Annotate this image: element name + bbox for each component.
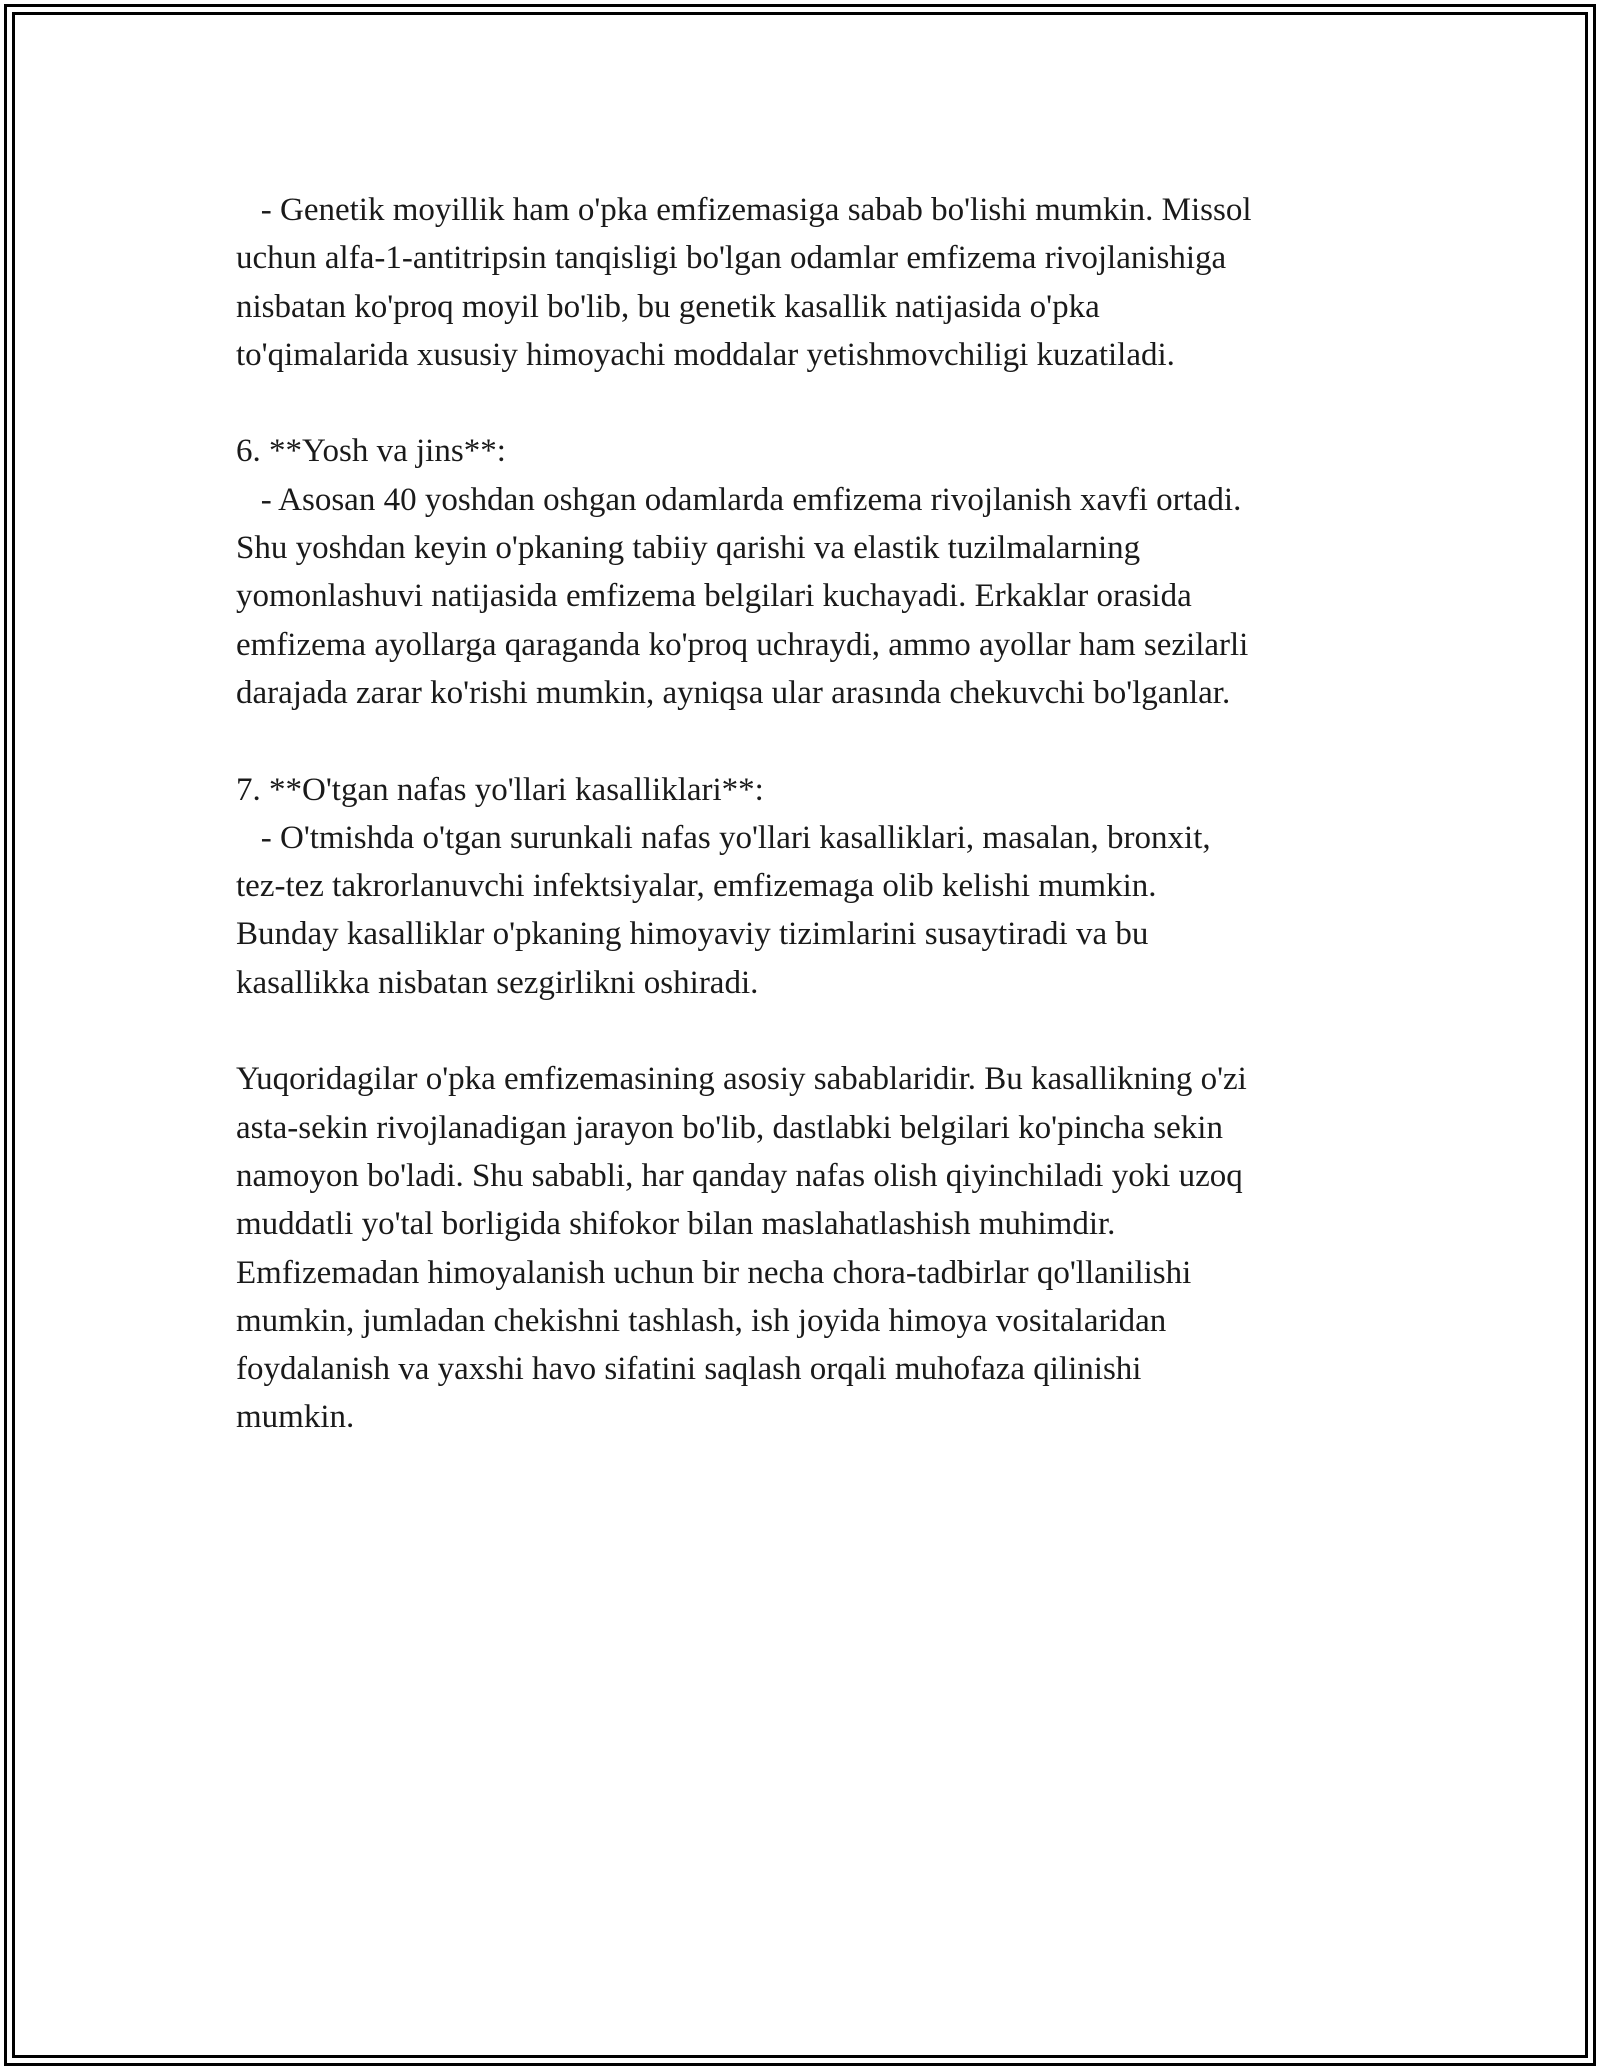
text-line: foydalanish va yaxshi havo sifatini saqlash orqali muhofaza qilinishi	[236, 1351, 1142, 1388]
text-line: asta-sekin rivojlanadigan jarayon bo'lib, dastlabki belgilari ko'pincha sekin	[236, 1109, 1223, 1146]
text-line: yomonlashuvi natijasida emfizema belgilari kuchayadi. Erkaklar orasida	[236, 578, 1192, 615]
paragraph-genetic-predisposition	[236, 186, 1376, 379]
section-heading: 7. **O'tgan nafas yo'llari kasalliklari**:	[236, 771, 764, 808]
text-line: emfizema ayollarga qaraganda ko'proq uchraydi, ammo ayollar ham sezilarli	[236, 626, 1249, 663]
text-line: Bunday kasalliklar o'pkaning himoyaviy tizimlarini susaytiradi va bu	[236, 916, 1149, 953]
paragraph-age-and-sex	[236, 427, 1376, 717]
text-line: mumkin.	[236, 1399, 355, 1436]
text-line: - Genetik moyillik ham o'pka emfizemasiga sabab bo'lishi mumkin. Missol	[236, 192, 1252, 228]
text-line: Emfizemadan himoyalanish uchun bir necha chora-tadbirlar qo'llanilishi	[236, 1254, 1192, 1291]
text-line: kasallikka nisbatan sezgirlikni oshiradi.	[236, 964, 759, 1001]
document-body	[236, 186, 1376, 1442]
text-line: namoyon bo'ladi. Shu sababli, har qanday nafas olish qiyinchiladi yoki uzoq	[236, 1157, 1243, 1194]
paragraph-spacer	[236, 717, 1376, 765]
section-heading: 6. **Yosh va jins**:	[236, 433, 506, 470]
paragraph-spacer	[236, 1007, 1376, 1055]
text-line: mumkin, jumladan chekishni tashlash, ish joyida himoya vositalaridan	[236, 1302, 1167, 1339]
text-line: muddatli yo'tal borligida shifokor bilan maslahatlashish muhimdir.	[236, 1206, 1116, 1243]
text-line: Yuqoridagilar o'pka emfizemasining asosiy sabablaridir. Bu kasallikning o'zi	[236, 1061, 1247, 1098]
text-line: - O'tmishda o'tgan surunkali nafas yo'llari kasalliklari, masalan, bronxit,	[236, 819, 1211, 856]
paragraph-past-respiratory-diseases	[236, 766, 1376, 1007]
paragraph-spacer	[236, 379, 1376, 427]
text-line: uchun alfa-1-antitripsin tanqisligi bo'lgan odamlar emfizema rivojlanishiga	[236, 240, 1227, 277]
text-line: Shu yoshdan keyin o'pkaning tabiiy qarishi va elastik tuzilmalarning	[236, 530, 1141, 567]
text-line: - Asosan 40 yoshdan oshgan odamlarda emfizema rivojlanish xavfi ortadi.	[236, 481, 1242, 518]
text-line: to'qimalarida xususiy himoyachi moddalar yetishmovchiligi kuzatiladi.	[236, 336, 1175, 373]
text-line: darajada zarar ko'rishi mumkin, ayniqsa ular arasında chekuvchi bo'lganlar.	[236, 674, 1231, 711]
text-line: tez-tez takrorlanuvchi infektsiyalar, emfizemaga olib kelishi mumkin.	[236, 868, 1157, 905]
text-line: nisbatan ko'proq moyil bo'lib, bu genetik kasallik natijasida o'pka	[236, 288, 1100, 325]
paragraph-conclusion	[236, 1055, 1376, 1441]
